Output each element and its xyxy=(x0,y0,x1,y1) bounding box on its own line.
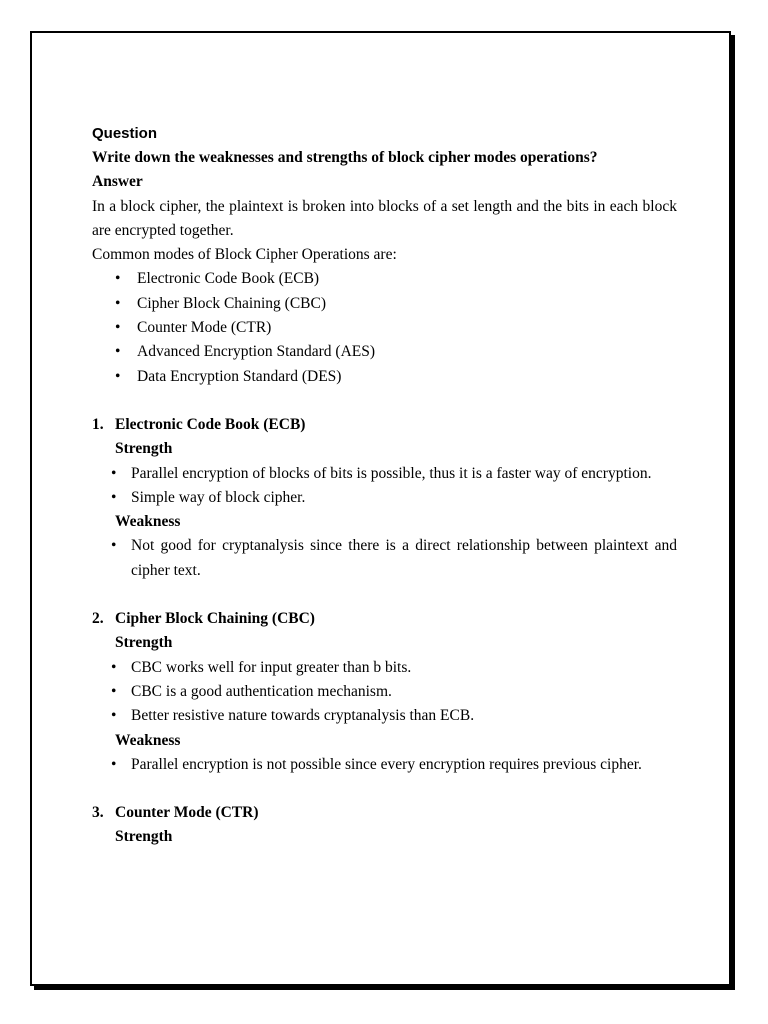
strength-list xyxy=(92,462,677,511)
intro-paragraph: In a block cipher, the plaintext is broken into blocks of a set length and the bits in each block are encrypted together. xyxy=(92,197,677,239)
section-heading-cbc xyxy=(92,607,677,631)
modes-intro: Common modes of Block Cipher Operations are: xyxy=(92,246,397,264)
spacer xyxy=(92,389,677,413)
weakness-item: • Parallel encryption is not possible since every encryption requires previous cipher. xyxy=(110,753,677,777)
answer-label: Answer xyxy=(92,173,143,191)
weakness-item: • Not good for cryptanalysis since there is a direct relationship between plaintext and cipher text. xyxy=(110,534,677,583)
section-number: 3. xyxy=(92,804,104,822)
strength-item: • Better resistive nature towards cryptanalysis than ECB. xyxy=(110,704,677,728)
weakness-list xyxy=(92,753,677,777)
strength-label: Strength xyxy=(115,634,173,652)
weakness-label: Weakness xyxy=(115,731,181,749)
section-title: Electronic Code Book (ECB) xyxy=(115,415,306,433)
mode-item: • Data Encryption Standard (DES) xyxy=(110,365,677,389)
section-heading-ecb xyxy=(92,413,677,437)
document-page xyxy=(30,31,731,986)
section-title: Counter Mode (CTR) xyxy=(115,804,259,822)
strength-item: • CBC works well for input greater than b bits. xyxy=(110,656,677,680)
section-number: 1. xyxy=(92,415,104,433)
mode-item: • Cipher Block Chaining (CBC) xyxy=(110,292,677,316)
mode-item: • Electronic Code Book (ECB) xyxy=(110,267,677,291)
question-label: Question xyxy=(92,125,158,142)
spacer xyxy=(92,583,677,607)
modes-list xyxy=(92,267,677,388)
strength-item: • Parallel encryption of blocks of bits is possible, thus it is a faster way of encryption. xyxy=(110,462,677,486)
weakness-list xyxy=(92,534,677,583)
mode-item: • Counter Mode (CTR) xyxy=(110,316,677,340)
strength-item: • CBC is a good authentication mechanism. xyxy=(110,680,677,704)
spacer xyxy=(92,777,677,801)
document-content xyxy=(92,121,677,850)
strength-list xyxy=(92,656,677,729)
section-heading-ctr xyxy=(92,801,677,825)
strength-label: Strength xyxy=(115,828,173,846)
mode-item: • Advanced Encryption Standard (AES) xyxy=(110,340,677,364)
strength-label: Strength xyxy=(115,440,173,458)
section-number: 2. xyxy=(92,610,104,628)
question-text: Write down the weaknesses and strengths of block cipher modes operations? xyxy=(92,149,598,166)
section-title: Cipher Block Chaining (CBC) xyxy=(115,610,315,628)
weakness-label: Weakness xyxy=(115,513,181,531)
strength-item: • Simple way of block cipher. xyxy=(110,486,677,510)
